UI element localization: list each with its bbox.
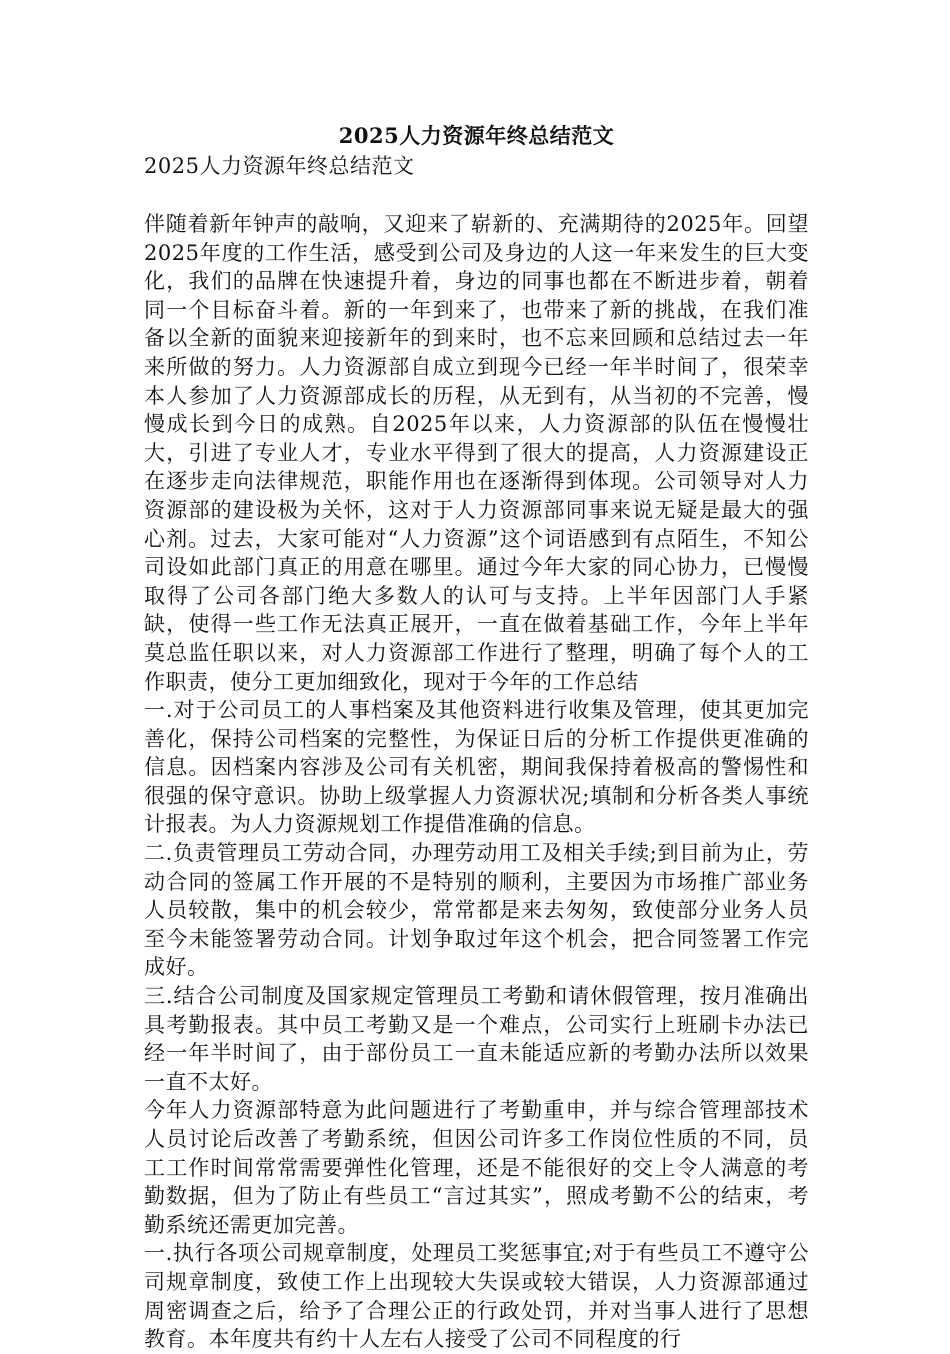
paragraph-section-1: 一.对于公司员工的人事档案及其他资料进行收集及管理，使其更加完善化，保持公司档案的完整性，为保证日后的分析工作提供更准确的信息。因档案内容涉及公司有关机密，期间我保持着极高的警惕性和很强的保守意识。协助上级掌握人力资源状况;填制和分析各类人事统计报表。为人力资源规划工作提借准确的信息。: [144, 698, 809, 837]
paragraph-section-3: 三.结合公司制度及国家规定管理员工考勤和请休假管理，按月准确出具考勤报表。其中员工考勤又是一个难点，公司实行上班刷卡办法已经一年半时间了，由于部份员工一直未能适应新的考勤办法所以效果一直不太好。: [144, 984, 809, 1094]
document-body: [144, 120, 809, 1354]
document-title: 2025人力资源年终总结范文: [338, 123, 615, 148]
paragraph-section-2: 二.负责管理员工劳动合同，办理劳动用工及相关手续;到目前为止，劳动合同的签属工作开展的不是特别的顺利，主要因为市场推广部业务人员较散，集中的机会较少，常常都是来去匆匆，致使部分业务人员至今未能签署劳动合同。计划争取过年这个机会，把合同签署工作完成好。: [144, 841, 809, 980]
paragraph-attendance: 今年人力资源部特意为此问题进行了考勤重申，并与综合管理部技术人员讨论后改善了考勤系统，但因公司许多工作岗位性质的不同，员工工作时间常常需要弹性化管理，还是不能很好的交上令人满意的考勤数据，但为了防止有些员工“言过其实”，照成考勤不公的结束，考勤系统还需更加完善。: [144, 1098, 809, 1237]
paragraph-regulations: 一.执行各项公司规章制度，处理员工奖惩事宜;对于有些员工不遵守公司规章制度，致使工作上出现较大失误或较大错误，人力资源部通过周密调查之后，给予了合理公正的行政处罚，并对当事人进行了思想教育。本年度共有约十人左右人接受了公司不同程度的行: [144, 1241, 809, 1352]
paragraph-intro: 伴随着新年钟声的敲响，又迎来了崭新的、充满期待的2025年。回望2025年度的工作生活，感受到公司及身边的人这一年来发生的巨大变化，我们的品牌在快速提升着，身边的同事也都在不断进步着，朝着同一个目标奋斗着。新的一年到来了，也带来了新的挑战，在我们准备以全新的面貌来迎接新年的到来时，也不忘来回顾和总结过去一年来所做的努力。人力资源部自成立到现今已经一年半时间了，很荣幸本人参加了人力资源部成长的历程，从无到有，从当初的不完善，慢慢成长到今日的成熟。自2025年以来，人力资源部的队伍在慢慢壮大，引进了专业人才，专业水平得到了很大的提高，人力资源建设正在逐步走向法律规范，职能作用也在逐渐得到体现。公司领导对人力资源部的建设极为关怀，这对于人力资源部同事来说无疑是最大的强心剂。过去，大家可能对“人力资源”这个词语感到有点陌生，不知公司设如此部门真正的用意在哪里。通过今年大家的同心协力，已慢慢取得了公司各部门绝大多数人的认可与支持。上半年因部门人手紧缺，使得一些工作无法真正展开，一直在做着基础工作，今年上半年莫总监任职以来，对人力资源部工作进行了整理，明确了每个人的工作职责，使分工更加细致化，现对于今年的工作总结: [144, 212, 809, 694]
document-subtitle: 2025人力资源年终总结范文: [144, 154, 415, 178]
